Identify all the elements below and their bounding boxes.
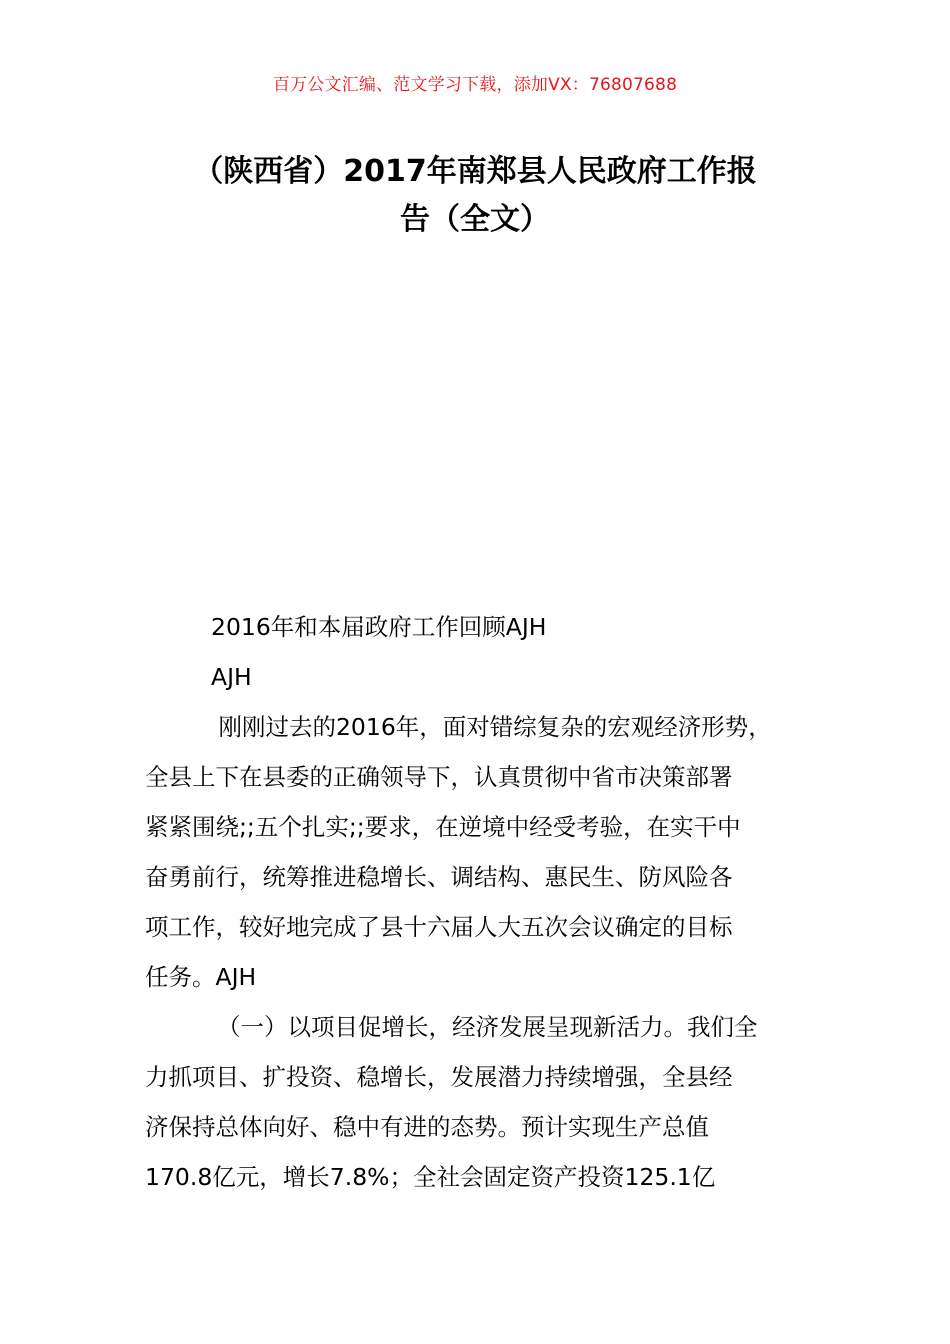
body-line: 任务。AJH bbox=[145, 963, 257, 991]
body-line: 力抓项目、扩投资、稳增长，发展潜力持续增强，全县经 bbox=[145, 1063, 733, 1091]
document-title bbox=[140, 148, 810, 244]
body-line: 全县上下在县委的正确领导下，认真贯彻中省市决策部署 bbox=[145, 763, 733, 791]
body-line: 刚刚过去的2016年，面对错综复杂的宏观经济形势， bbox=[211, 713, 772, 741]
body-line: 奋勇前行，统筹推进稳增长、调结构、惠民生、防风险各 bbox=[145, 863, 733, 891]
body-line: AJH bbox=[211, 663, 252, 691]
section-heading: 2016年和本届政府工作回顾AJH bbox=[211, 613, 547, 641]
body-line: 紧紧围绕;;五个扎实;;要求，在逆境中经受考验，在实干中 bbox=[145, 813, 741, 841]
body-line: 项工作，较好地完成了县十六届人大五次会议确定的目标 bbox=[145, 913, 733, 941]
title-line-1: （陕西省）2017年南郑县人民政府工作报 bbox=[193, 154, 757, 189]
document-body bbox=[145, 602, 835, 1202]
header-watermark-note: 百万公文汇编、范文学习下载，添加VX：76807688 bbox=[272, 75, 678, 95]
body-line: 济保持总体向好、稳中有进的态势。预计实现生产总值 bbox=[145, 1113, 709, 1141]
body-line: 170.8亿元，增长7.8%；全社会固定资产投资125.1亿 bbox=[145, 1163, 716, 1191]
title-line-2: 告（全文） bbox=[400, 202, 550, 237]
body-line: （一）以项目促增长，经济发展呈现新活力。我们全 bbox=[217, 1013, 758, 1041]
